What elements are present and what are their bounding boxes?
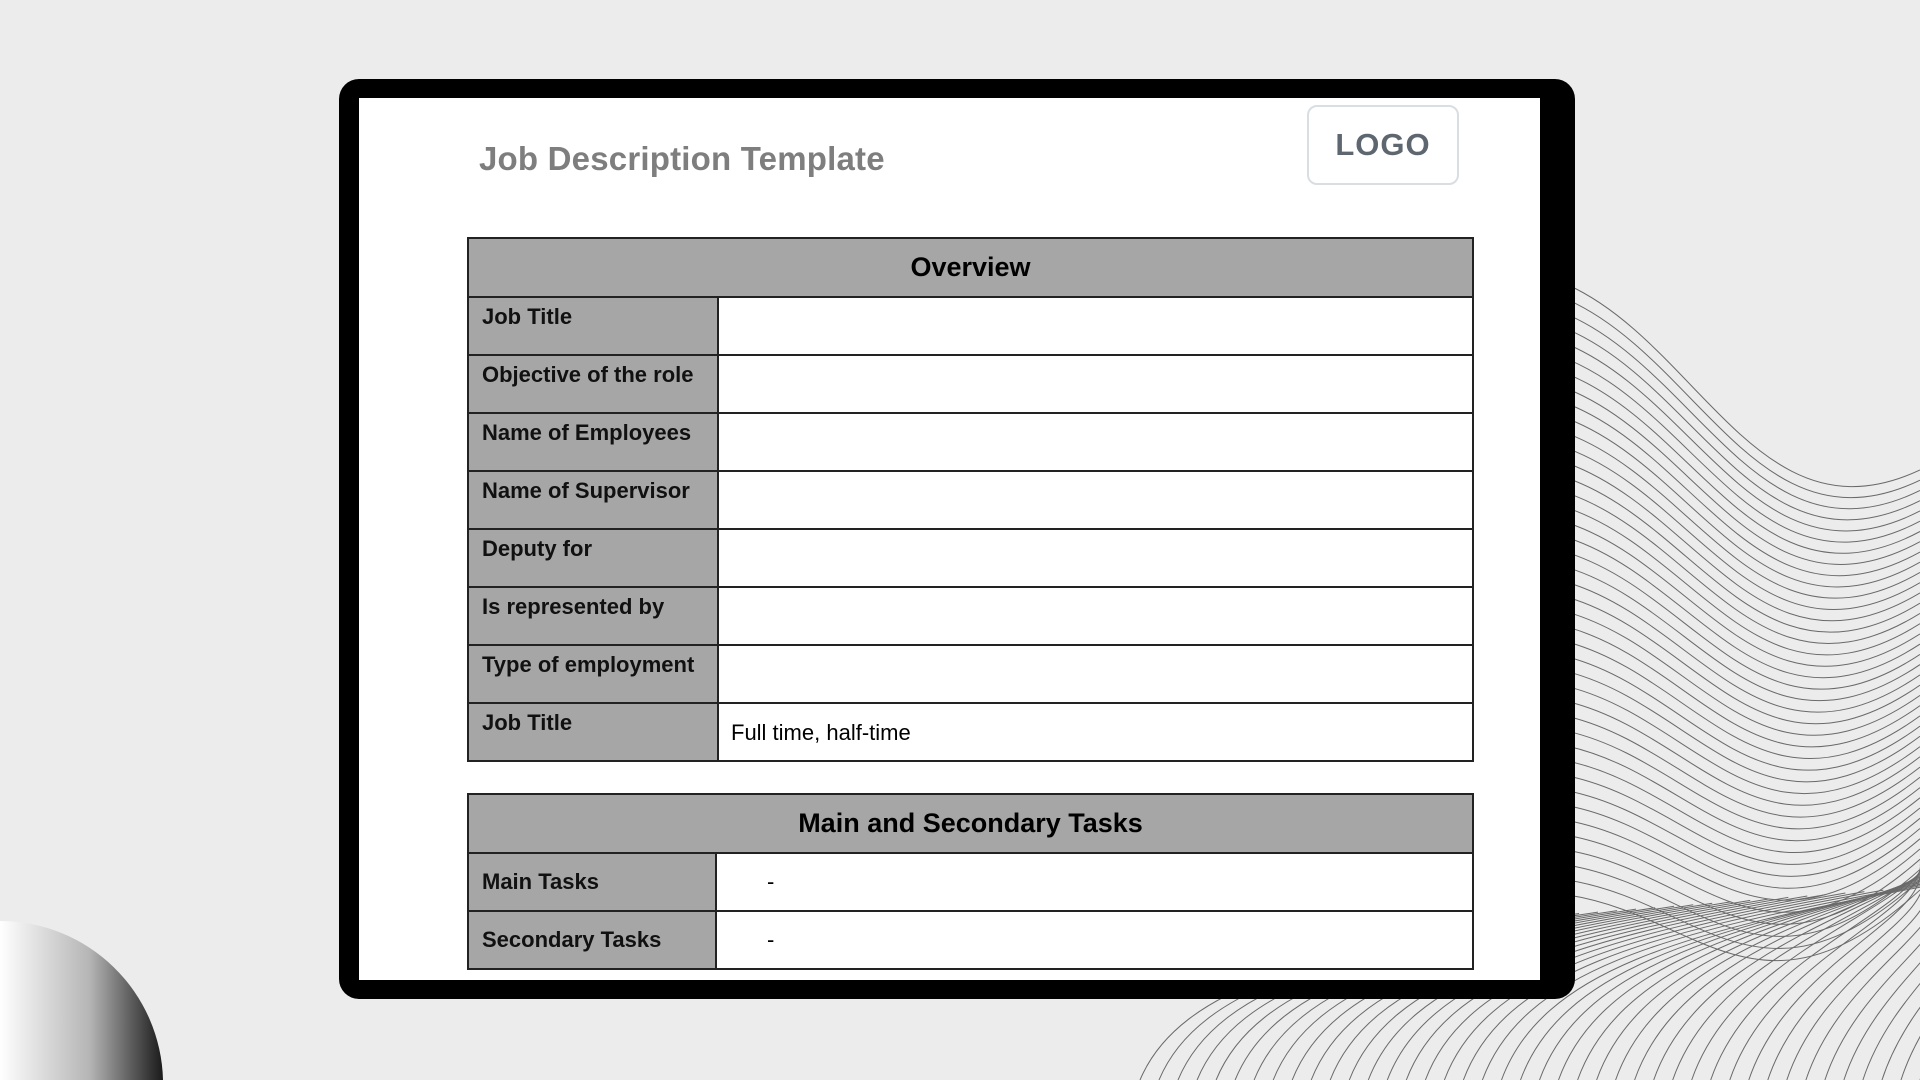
objective-field[interactable] xyxy=(718,355,1473,413)
logo-placeholder: LOGO xyxy=(1307,105,1459,185)
overview-heading: Overview xyxy=(468,238,1473,297)
overview-table xyxy=(467,237,1474,762)
supervisor-field[interactable] xyxy=(718,471,1473,529)
table-row xyxy=(468,587,1473,645)
represented-by-field[interactable] xyxy=(718,587,1473,645)
table-row xyxy=(468,355,1473,413)
row-label: Main Tasks xyxy=(468,853,716,911)
tasks-heading: Main and Secondary Tasks xyxy=(468,794,1473,853)
document-frame xyxy=(339,79,1575,999)
table-row xyxy=(468,297,1473,355)
tasks-table xyxy=(467,793,1474,970)
table-row xyxy=(468,703,1473,761)
row-label: Deputy for xyxy=(468,529,718,587)
employees-field[interactable] xyxy=(718,413,1473,471)
table-row xyxy=(468,645,1473,703)
row-label: Name of Employees xyxy=(468,413,718,471)
overview-header-row xyxy=(468,238,1473,297)
row-label: Is represented by xyxy=(468,587,718,645)
job-title-field[interactable] xyxy=(718,297,1473,355)
row-label: Name of Supervisor xyxy=(468,471,718,529)
employment-type-field[interactable] xyxy=(718,645,1473,703)
row-label: Objective of the role xyxy=(468,355,718,413)
table-row xyxy=(468,911,1473,969)
row-label: Secondary Tasks xyxy=(468,911,716,969)
row-label: Job Title xyxy=(468,703,718,761)
secondary-tasks-field[interactable]: - xyxy=(716,911,1473,969)
table-row xyxy=(468,853,1473,911)
row-label: Job Title xyxy=(468,297,718,355)
table-row xyxy=(468,471,1473,529)
deputy-field[interactable] xyxy=(718,529,1473,587)
tasks-header-row xyxy=(468,794,1473,853)
row-label: Type of employment xyxy=(468,645,718,703)
table-row xyxy=(468,529,1473,587)
job-title-value-field[interactable]: Full time, half-time xyxy=(718,703,1473,761)
document-page xyxy=(359,98,1540,980)
page-title: Job Description Template xyxy=(479,140,885,177)
main-tasks-field[interactable]: - xyxy=(716,853,1473,911)
table-row xyxy=(468,413,1473,471)
